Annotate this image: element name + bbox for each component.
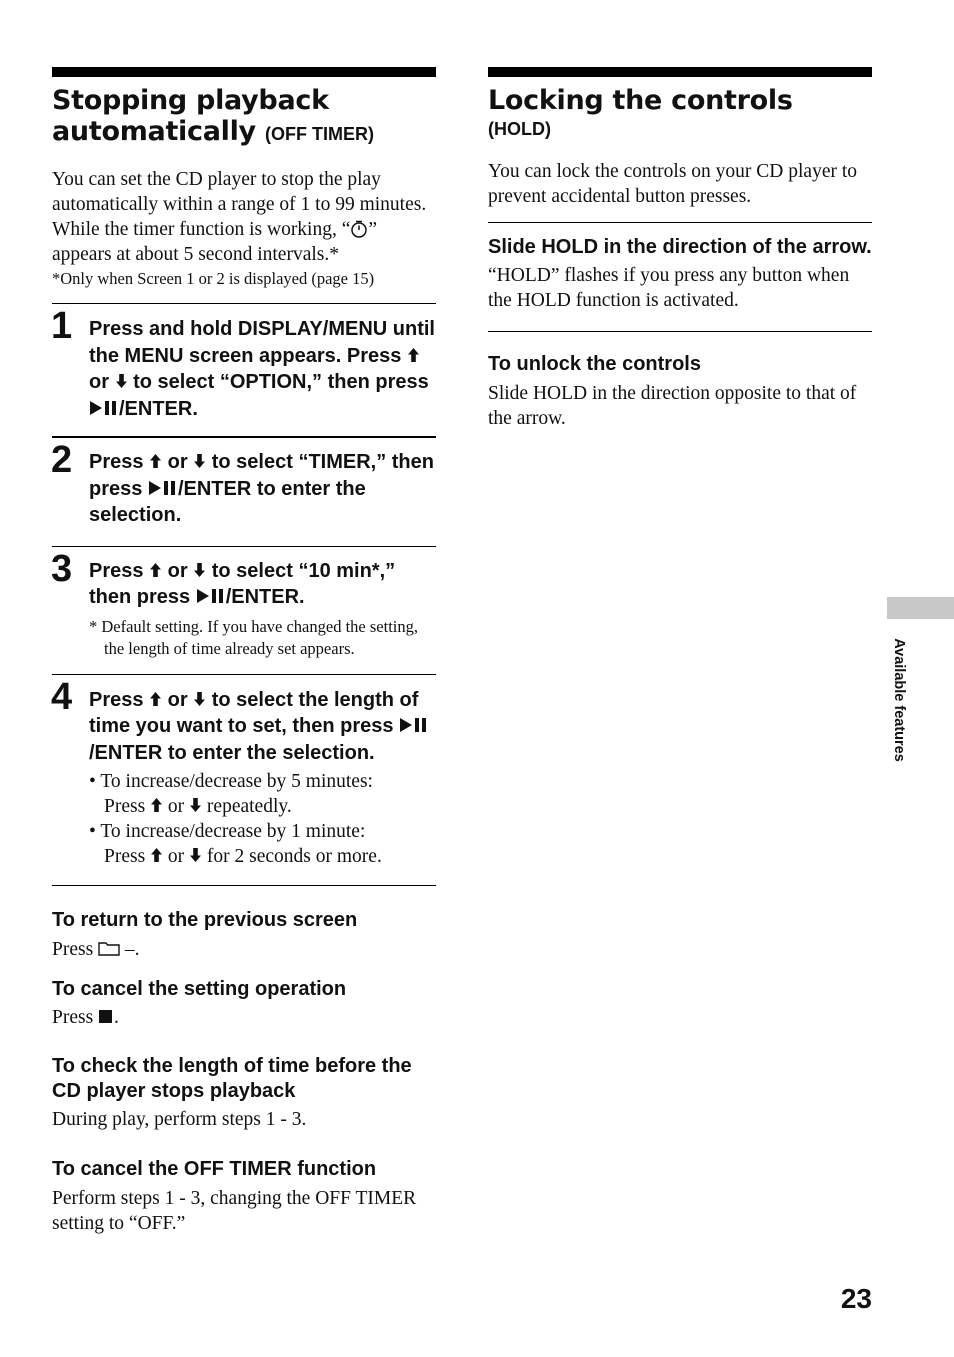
footnote: *Only when Screen 1 or 2 is displayed (page 15) <box>52 269 375 288</box>
text: Press <box>52 938 99 960</box>
play-pause-icon <box>148 476 178 503</box>
bullet-item <box>89 769 436 819</box>
subsection-text <box>52 1005 436 1030</box>
text: Press <box>52 1007 99 1028</box>
step-number: 4 <box>51 675 73 718</box>
step-text: /ENTER. <box>119 397 198 420</box>
bullet-text: repeatedly. <box>202 796 292 817</box>
up-arrow-icon <box>149 687 162 714</box>
page-number: 23 <box>840 1283 872 1314</box>
play-pause-icon <box>399 713 429 740</box>
step-text: /ENTER to enter the selection. <box>89 741 375 764</box>
step-text: to select “TIMER,” then press <box>89 451 434 500</box>
stop-icon <box>98 1005 114 1030</box>
step-instruction <box>89 687 436 767</box>
subsection-text: During play, perform steps 1 - 3. <box>52 1109 307 1130</box>
step-number: 1 <box>51 305 73 347</box>
step-bullets <box>89 769 436 869</box>
section-top-bar <box>488 67 872 77</box>
step-2 <box>52 438 436 546</box>
step-text: or <box>89 371 115 393</box>
step-instruction <box>89 449 436 529</box>
subsection-text <box>52 937 436 962</box>
text: . <box>114 1007 119 1028</box>
step-1 <box>52 304 436 436</box>
step-text: to select “OPTION,” then press <box>127 371 429 393</box>
step-3 <box>52 547 436 674</box>
folder-icon <box>98 937 120 962</box>
bullet-text: for 2 seconds or more. <box>202 846 382 867</box>
step-text: Press and hold DISPLAY/MENU until the MENU screen appears. Press <box>89 318 435 367</box>
divider <box>488 331 872 332</box>
bullet-text: or <box>163 846 190 867</box>
title-subtitle: (OFF TIMER) <box>264 124 374 144</box>
step-text: Press <box>89 451 150 473</box>
step-text: /ENTER. <box>225 586 305 608</box>
subsection-title: To check the length of time before the CD player stops playback <box>52 1055 412 1102</box>
section-title: Locking the controls <box>488 85 793 116</box>
step-instruction <box>89 558 436 611</box>
up-arrow-icon <box>407 343 420 370</box>
step-instruction <box>89 316 436 422</box>
up-arrow-icon <box>150 794 163 819</box>
step-instruction: Slide HOLD in the direction of the arrow. <box>488 236 872 258</box>
timer-icon <box>350 220 368 238</box>
down-arrow-icon <box>193 558 206 585</box>
down-arrow-icon <box>193 449 206 476</box>
bullet-item <box>89 819 436 869</box>
check-section <box>52 1054 436 1132</box>
section-top-bar <box>52 67 436 77</box>
subsection-text: Slide HOLD in the direction opposite to that of the arrow. <box>488 382 857 429</box>
step-text: to select “10 min*,” then press <box>89 559 396 608</box>
title-line-2: automatically <box>52 116 256 147</box>
unlock-section <box>488 351 872 431</box>
cancel-section <box>52 976 436 1031</box>
step-text: or <box>162 688 194 711</box>
step-number: 2 <box>51 439 73 481</box>
subsection-title: To cancel the OFF TIMER function <box>52 1158 377 1180</box>
up-arrow-icon <box>150 844 163 869</box>
intro-text-1: You can set the CD player to stop the play automatically within a range of 1 to 99 minutes. While the timer function is working, “ <box>52 169 427 240</box>
down-arrow-icon <box>193 687 206 714</box>
step-text: /ENTER to enter the selection. <box>89 477 366 526</box>
subsection-text: Perform steps 1 - 3, changing the OFF TIMER setting to “OFF.” <box>52 1187 417 1234</box>
step-text: to select the length of time you want to set, then press <box>89 688 419 737</box>
intro-text-2: ” appears at about 5 second intervals.* <box>52 219 378 265</box>
down-arrow-icon <box>189 794 202 819</box>
subsection-title: To return to the previous screen <box>52 909 358 931</box>
text: –. <box>120 938 140 960</box>
step-number: 3 <box>51 547 73 590</box>
step-4 <box>52 675 436 886</box>
bullet-text: Press <box>104 846 151 867</box>
play-pause-icon <box>196 584 226 611</box>
offtimer-cancel-section <box>52 1156 436 1236</box>
divider <box>52 885 436 886</box>
bullet-text: Press <box>104 796 151 817</box>
up-arrow-icon <box>149 449 162 476</box>
step-note: * Default setting. If you have changed the setting, the length of time already set appears. <box>89 616 418 658</box>
off-timer-section <box>52 67 436 1236</box>
step-text: “HOLD” flashes if you press any button when the HOLD function is activated. <box>488 265 850 311</box>
bullet-text: or <box>163 796 190 817</box>
step-text: or <box>162 451 194 473</box>
hold-section <box>488 67 872 431</box>
up-arrow-icon <box>149 558 162 585</box>
chapter-label-text: Available features <box>891 638 907 762</box>
intro-paragraph <box>52 167 436 267</box>
subsection-title: To cancel the setting operation <box>52 977 347 1000</box>
bullet-text: • To increase/decrease by 1 minute: <box>89 821 366 842</box>
section-subtitle: (HOLD) <box>488 119 551 139</box>
subsection-title: To unlock the controls <box>488 353 701 375</box>
intro-paragraph: You can lock the controls on your CD player to prevent accidental button presses. <box>488 161 858 207</box>
section-title <box>52 85 436 150</box>
down-arrow-icon <box>115 369 128 396</box>
step-text: Press <box>89 688 150 711</box>
bullet-text: • To increase/decrease by 5 minutes: <box>89 771 373 792</box>
step-text: or <box>162 559 194 582</box>
play-pause-icon <box>89 396 119 423</box>
title-line-1: Stopping playback <box>52 85 329 116</box>
return-section <box>52 907 436 962</box>
chapter-tab <box>887 597 954 619</box>
down-arrow-icon <box>189 844 202 869</box>
step-text: Press <box>89 559 150 582</box>
hold-step <box>488 223 872 331</box>
